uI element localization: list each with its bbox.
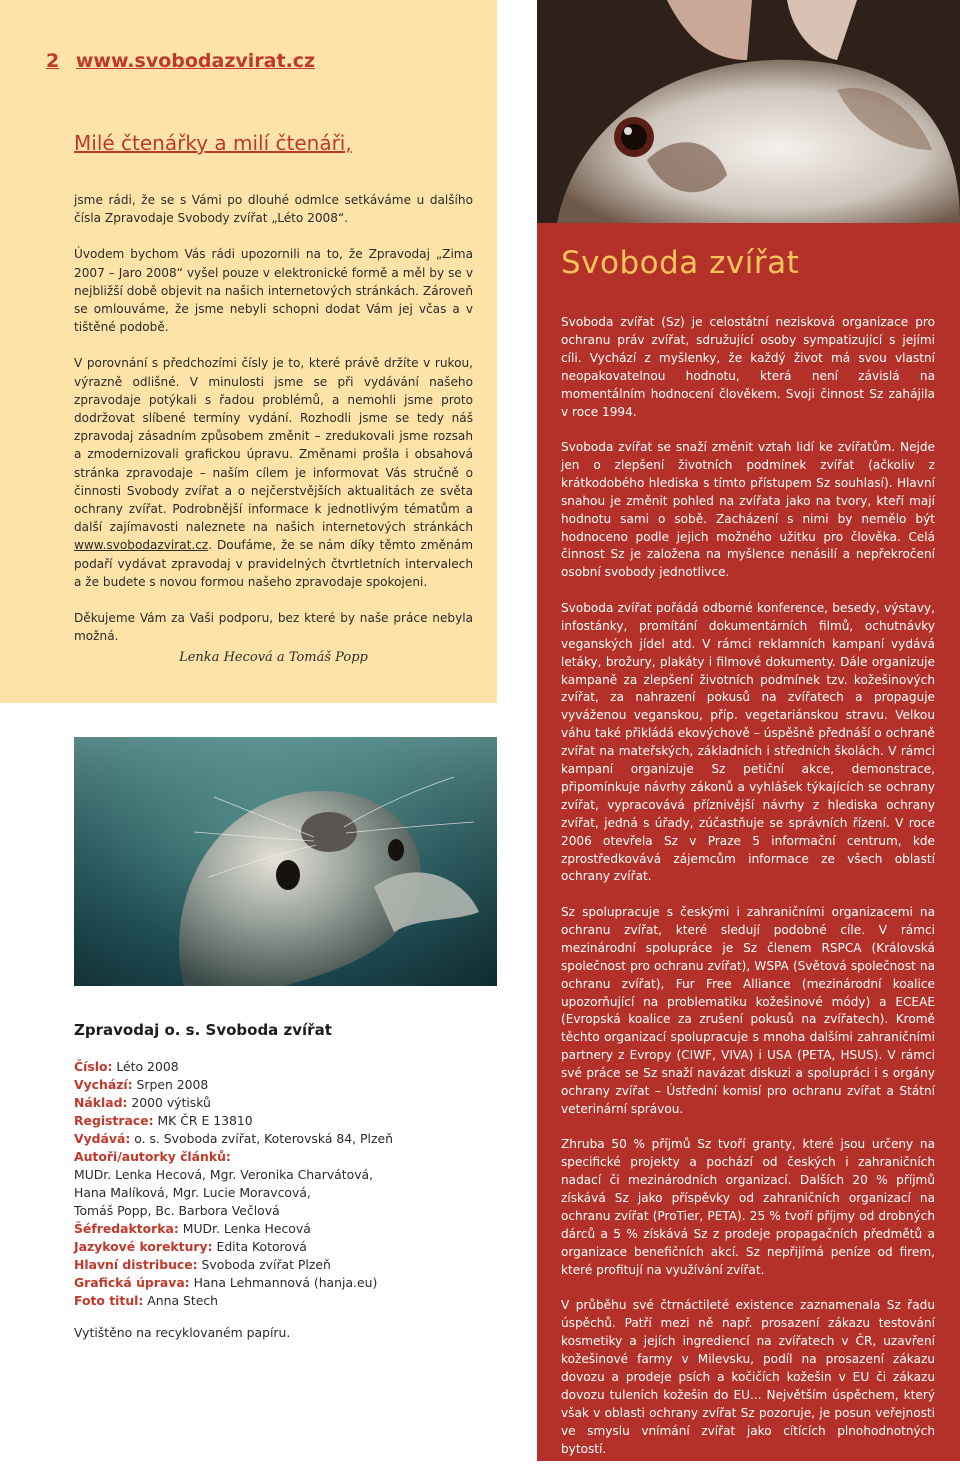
colophon-value: MUDr. Lenka Hecová, Mgr. Veronika Charvátová, (74, 1167, 374, 1182)
seal-photo (74, 737, 497, 986)
colophon-value: Tomáš Popp, Bc. Barbora Večlová (74, 1203, 280, 1218)
letter-paragraph: jsme rádi, že se s Vámi po dlouhé odmlce setkáváme u dalšího čísla Zpravodaje Svobody zvířat „Léto 2008“. (74, 193, 473, 226)
colophon-value: MUDr. Lenka Hecová (178, 1221, 311, 1236)
colophon-value: 2000 výtisků (127, 1095, 211, 1110)
letter-signature: Lenka Hecová a Tomáš Popp (179, 650, 368, 665)
colophon-row (74, 1148, 484, 1166)
letter-body (74, 191, 473, 663)
colophon-title: Zpravodaj o. s. Svoboda zvířat (74, 1021, 332, 1039)
header-site-link[interactable]: www.svobodazvirat.cz (75, 50, 316, 72)
colophon-value: Hana Lehmannová (hanja.eu) (189, 1275, 378, 1290)
page-header (46, 50, 315, 72)
colophon-row (74, 1076, 484, 1094)
colophon-row (74, 1238, 484, 1256)
colophon-value: Svoboda zvířat Plzeň (197, 1257, 331, 1272)
seal-illustration (74, 737, 497, 986)
colophon-value: Hana Malíková, Mgr. Lucie Moravcová, (74, 1185, 311, 1200)
panel-body (561, 314, 935, 1476)
letter-paragraph (74, 354, 473, 591)
colophon-row (74, 1202, 484, 1220)
panel-paragraph: Zhruba 50 % příjmů Sz tvoří granty, které jsou určeny na specifické projekty a pochází od českých i zahraničních nadací či mezinárodních organizací. Dalších 20 % příjmů získává Sz jako příspěvky od zahraničních organizací na ochranu zvířat (ProTier, PETA). 25 % tvoří příjmy od drobných dárců a 5 % získává Sz z prodeje propagačních předmětů a organizace benefičních akcí. Sz nepřijímá peníze od firem, které profitují na využívání zvířat. (561, 1137, 935, 1277)
panel-paragraph: Svoboda zvířat pořádá odborné konference, besedy, výstavy, infostánky, promítání dokumentárních filmů, ochutnávky veganských jídel atd. V rámci reklamních kampaní vydává letáky, brožury, plakáty i filmové dokumenty. Dále organizuje kampaně za zlepšení životních podmínek tzv. kožešinových zvířat, za nahrazení pokusů na zvířatech a propaguje vyváženou veganskou, příp. vegetariánskou stravu. Velkou váhu také přikládá ekovýchově – úspěšně přednáší o ochraně zvířat na mateřských, základních i středních školách. V rámci kampaní organizuje Sz petiční akce, demonstrace, připomínkuje návrhy zákonů a vyhlášek týkajících se ochrany zvířat, vypracovává příznivější návrhy z hlediska ochrany zvířat, jedná s úřady, zúčastňuje se správních řízení. V roce 2006 otevřela Sz v Praze 5 informační centrum, kde zprostředkovává zájemcům informace ze všech oblastí ochrany zvířat. (561, 600, 935, 884)
colophon-value: Léto 2008 (112, 1059, 179, 1074)
rabbit-illustration (537, 0, 960, 223)
colophon-value: Srpen 2008 (132, 1077, 209, 1092)
colophon-label: Jazykové korektury: (74, 1239, 213, 1254)
colophon-value: o. s. Svoboda zvířat, Koterovská 84, Plzeň (130, 1131, 393, 1146)
colophon-row (74, 1166, 484, 1184)
letter-paragraph: Děkujeme Vám za Vaši podporu, bez které by naše práce nebyla možná. (74, 611, 473, 644)
about-panel (537, 223, 960, 1461)
colophon-label: Vydává: (74, 1131, 131, 1146)
panel-paragraph: Svoboda zvířat se snaží změnit vztah lidí ke zvířatům. Nejde jen o zlepšení životních podmínek zvířat (ačkoliv z krátkodobého hlediska s tímto přístupem Sz souhlasí). Hlavní snahou je změnit pohled na zvířata jako na tvory, kteří mají hodnotu sami o sobě. Zacházení s nimi by nemělo být hodnoceno podle jejich možného užitku pro člověka. Celá činnost Sz je založena na myšlence nenásilí a nepřekročení osobní svobody jednotlivce. (561, 440, 935, 580)
panel-title: Svoboda zvířat (561, 245, 800, 281)
colophon-row (74, 1094, 484, 1112)
colophon-value: Edita Kotorová (212, 1239, 307, 1254)
colophon-label: Šéfredaktorka: (74, 1221, 179, 1236)
colophon-label: Vychází: (74, 1077, 133, 1092)
letter-paragraph: Úvodem bychom Vás rádi upozornili na to, že Zpravodaj „Zima 2007 – Jaro 2008“ vyšel pouze v elektronické formě a měl by se v nejbližší době objevit na našich internetových stránkách. Zároveň se omlouváme, že jsme nebyli schopni dodat Vám jej včas a v tištěné podobě. (74, 247, 473, 335)
colophon-row (74, 1130, 484, 1148)
colophon-label: Hlavní distribuce: (74, 1257, 198, 1272)
colophon (74, 1058, 484, 1310)
panel-paragraph: V průběhu své čtrnáctileté existence zaznamenala Sz řadu úspěchů. Patří mezi ně např. prosazení zákazu testování kosmetiky a jejích ingrediencí na zvířatech v ČR, uzavření kožešinové farmy v Milevsku, podíl na prosazení zákazu dovozu a prodeje psích a kočičích kožešin v EU či zákazu dovozu tuleních kožešin do EU... Největším úspěchem, který však v oblasti ochrany zvířat Sz pozoruje, je posun veřejnosti ve smyslu vnímání zvířat jako cítících plnohodnotných bytostí. (561, 1298, 935, 1456)
colophon-row (74, 1292, 484, 1310)
colophon-label: Grafická úprava: (74, 1275, 190, 1290)
colophon-value: Anna Stech (143, 1293, 219, 1308)
colophon-label: Foto titul: (74, 1293, 144, 1308)
panel-paragraph: Svoboda zvířat (Sz) je celostátní nezisková organizace pro ochranu práv zvířat, sdružující osoby sympatizující s jejími cíli. Vychází z myšlenky, že každý život má svou vlastní neopakovatelnou hodnotu, která není závislá na momentálním hodnocení člověkem. Svoji činnost Sz zahájila v roce 1994. (561, 315, 935, 419)
rabbit-photo (537, 0, 960, 223)
letter-heading: Milé čtenářky a milí čtenáři, (74, 131, 352, 155)
colophon-label: Registrace: (74, 1113, 154, 1128)
recycled-paper-note: Vytištěno na recyklovaném papíru. (74, 1325, 291, 1340)
letter-paragraph-text: V porovnání s předchozími čísly je to, které právě držíte v rukou, výrazně odlišné. V minulosti jsme se při vydávání našeho zpravodaje potýkali s řadou problémů, a nemohli jsme proto dodržovat slíbené termíny vydání. Rozhodli jsme se tedy náš zpravodaj zásadním způsobem změnit – zredukovali jsme rozsah a zmodernizovali grafickou úpravu. Změnami prošla i obsahová stránka zpravodaje – naším cílem je informovat Vás stručně o činnosti Svobody zvířat a o nejčerstvějších aktualitách ze světa ochrany zvířat. Podrobnější informace k jednotlivým tématům a další zajímavosti naleznete na našich internetových stránkách (74, 356, 473, 535)
colophon-row (74, 1220, 484, 1238)
colophon-row (74, 1256, 484, 1274)
panel-paragraph: Sz spolupracuje s českými i zahraničními organizacemi na ochranu zvířat, které sledují podobné cíle. V rámci mezinárodní spolupráce je Sz členem RSPCA (Královská společnost pro ochranu zvířat), WSPA (Světová společnost na ochranu zvířat), Fur Free Alliance (mezinárodní koalice upozorňující na problematiku kožešinové módy) a ECEAE (Evropská koalice za zrušení pokusů na zvířatech). Kromě těchto organizací spolupracuje s mnoha dalšími zahraničními partnery z Evropy (CIWF, VIVA) i USA (PETA, HSUS). V rámci své práce se Sz snaží navázat diskuzi a spolupráci i s orgány ochrany zvířat – Ústřední komisí pro ochranu zvířat a Státní veterinární správou. (561, 904, 935, 1116)
colophon-row (74, 1112, 484, 1130)
colophon-row (74, 1058, 484, 1076)
colophon-row (74, 1184, 484, 1202)
letter-paragraph-text: . Doufáme, že se nám díky těmto změnám podaří vydávat zpravodaj v pravidelných čtvrtletních intervalech a že budete s novou formou našeho zpravodaje spokojeni. (74, 538, 473, 589)
colophon-label: Náklad: (74, 1095, 128, 1110)
colophon-row (74, 1274, 484, 1292)
colophon-label: Autoři/autorky článků: (74, 1149, 231, 1164)
colophon-value: MK ČR E 13810 (153, 1113, 253, 1128)
colophon-label: Číslo: (74, 1059, 113, 1074)
website-link[interactable]: www.svobodazvirat.cz (74, 538, 209, 553)
page-number: 2 (46, 50, 60, 72)
